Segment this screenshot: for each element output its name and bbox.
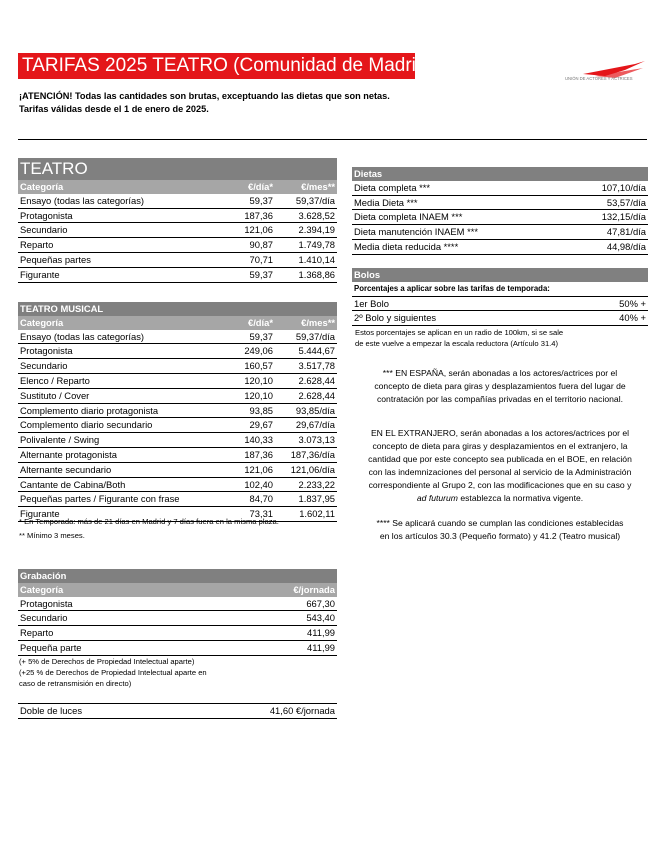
grabacion-cat: Secundario (18, 611, 275, 626)
musical-dia: 29,67 (218, 418, 275, 433)
col-dia: €/día* (218, 180, 275, 194)
musical-dia: 249,06 (218, 344, 275, 359)
extranjero-paragraph (350, 427, 650, 505)
musical-dia: 73,31 (218, 507, 275, 522)
musical-mes: 3.073,13 (275, 433, 337, 448)
bolos-cat: 1er Bolo (352, 296, 562, 311)
reducida-line: **** Se aplicará cuando se cumplan las condiciones establecidas (376, 518, 624, 528)
teatro-dia: 121,06 (218, 223, 275, 238)
teatro-mes: 2.394,19 (275, 223, 337, 238)
musical-dia: 160,57 (218, 359, 275, 374)
extranjero-line-last (350, 492, 650, 505)
dietas-cat: Media dieta reducida **** (352, 239, 562, 254)
musical-cat: Pequeñas partes / Figurante con frase (18, 492, 218, 507)
dietas-val: 107,10/día (562, 181, 648, 195)
teatro-table (18, 158, 337, 283)
grabacion-cat: Pequeña parte (18, 640, 275, 655)
dietas-cat: Dieta completa INAEM *** (352, 210, 562, 225)
musical-mes: 2.628,44 (275, 373, 337, 388)
doble-value: 41,60 €/jornada (174, 704, 337, 719)
teatro-dia: 70,71 (218, 252, 275, 267)
musical-cat: Figurante (18, 507, 218, 522)
bolos-cat: 2º Bolo y siguientes (352, 311, 562, 326)
teatro-row (18, 252, 337, 267)
teatro-row (18, 194, 337, 208)
musical-dia: 187,36 (218, 447, 275, 462)
bolos-table (352, 268, 648, 326)
musical-table (18, 302, 337, 522)
musical-dia: 120,10 (218, 373, 275, 388)
union-actores-logo (565, 58, 647, 84)
bolos-subtitle: Porcentajes a aplicar sobre las tarifas de temporada: (352, 282, 648, 296)
musical-mes: 2.233,22 (275, 477, 337, 492)
musical-mes: 187,36/día (275, 447, 337, 462)
teatro-row (18, 208, 337, 223)
dietas-val: 53,57/día (562, 195, 648, 210)
teatro-row (18, 223, 337, 238)
notice (19, 90, 390, 116)
grabacion-title: Grabación (18, 569, 337, 583)
ad-futurum-text: ad futurum (416, 493, 458, 503)
col-categoria: Categoría (18, 180, 218, 194)
svg-text:UNIÓN DE ACTORES Y ACTRICES: UNIÓN DE ACTORES Y ACTRICES (565, 76, 633, 81)
teatro-mes: 1.749,78 (275, 238, 337, 253)
extranjero-tail: establezca la normativa vigente. (457, 493, 584, 503)
dietas-val: 44,98/día (562, 239, 648, 254)
musical-mes: 2.628,44 (275, 388, 337, 403)
extranjero-line: concepto de dieta para giras y desplazamientos en el extranjero, la (372, 441, 628, 451)
teatro-mes: 1.368,86 (275, 267, 337, 282)
grabacion-note-1: (+ 5% de Derechos de Propiedad Intelectual aparte) (19, 657, 195, 666)
musical-mes: 29,67/día (275, 418, 337, 433)
espana-line: *** EN ESPAÑA, serán abonadas a los actores/actrices por el (382, 368, 618, 378)
teatro-dia: 90,87 (218, 238, 275, 253)
extranjero-line: cantidad que por este concepto sea publicada en el BOE, en relación (368, 454, 632, 464)
grabacion-val: 543,40 (275, 611, 337, 626)
musical-row (18, 418, 337, 433)
espana-paragraph (350, 367, 650, 406)
dietas-table (352, 167, 648, 255)
teatro-title: TEATRO (18, 158, 337, 180)
musical-dia: 93,85 (218, 403, 275, 418)
divider (18, 139, 647, 140)
doble-label: Doble de luces (18, 704, 174, 719)
musical-cat: Complemento diario protagonista (18, 403, 218, 418)
bolos-row (352, 296, 648, 311)
musical-mes: 1.602,11 (275, 507, 337, 522)
musical-mes: 1.837,95 (275, 492, 337, 507)
extranjero-line: EN EL EXTRANJERO, serán abonadas a los actores/actrices por el (370, 428, 630, 438)
musical-row (18, 388, 337, 403)
musical-cat: Polivalente / Swing (18, 433, 218, 448)
reducida-line: en los artículos 30.3 (Pequeño formato) y 41.2 (Teatro musical) (379, 531, 621, 541)
musical-row (18, 359, 337, 374)
musical-dia: 102,40 (218, 477, 275, 492)
teatro-dia: 59,37 (218, 194, 275, 208)
musical-row (18, 344, 337, 359)
col-mes: €/mes** (275, 180, 337, 194)
grabacion-val: 411,99 (275, 640, 337, 655)
dietas-title: Dietas (352, 167, 648, 181)
musical-mes: 93,85/día (275, 403, 337, 418)
grabacion-row (18, 640, 337, 655)
grabacion-cat: Protagonista (18, 597, 275, 611)
teatro-cat: Protagonista (18, 208, 218, 223)
grabacion-note-3: caso de retransmisión en directo) (19, 679, 132, 688)
bolos-note-2: de este vuelve a empezar la escala reductora (Artículo 31.4) (355, 339, 559, 348)
grabacion-note-2: (+25 % de Derechos de Propiedad Intelectual aparte en (19, 668, 207, 677)
page-title: TARIFAS 2025 TEATRO (Comunidad de Madrid) (18, 53, 415, 79)
grabacion-cat: Reparto (18, 626, 275, 641)
dietas-row (352, 239, 648, 254)
teatro-cat: Figurante (18, 267, 218, 282)
musical-cat: Protagonista (18, 344, 218, 359)
bolos-row (352, 311, 648, 326)
espana-line: concepto de dieta para giras y desplazamientos fuera del lugar de (374, 381, 626, 391)
musical-mes: 121,06/día (275, 462, 337, 477)
reducida-paragraph (350, 517, 650, 543)
musical-row (18, 477, 337, 492)
bolos-note-1: Estos porcentajes se aplican en un radio de 100km, si se sale (355, 328, 564, 337)
dietas-row (352, 225, 648, 240)
bolos-val: 50% + (562, 296, 648, 311)
musical-cat: Alternante protagonista (18, 447, 218, 462)
bolos-title: Bolos (352, 268, 648, 282)
dietas-cat: Dieta completa *** (352, 181, 562, 195)
grabacion-table (18, 569, 337, 656)
musical-cat: Elenco / Reparto (18, 373, 218, 388)
teatro-cat: Pequeñas partes (18, 252, 218, 267)
dietas-val: 47,81/día (562, 225, 648, 240)
musical-dia: 59,37 (218, 330, 275, 344)
teatro-mes: 1.410,14 (275, 252, 337, 267)
extranjero-line: con las indemnizaciones del personal al servicio de la Administración (368, 467, 632, 477)
dietas-cat: Media Dieta *** (352, 195, 562, 210)
musical-cat: Ensayo (todas las categorías) (18, 330, 218, 344)
dietas-row (352, 195, 648, 210)
musical-row (18, 403, 337, 418)
musical-row (18, 492, 337, 507)
musical-mes: 3.517,78 (275, 359, 337, 374)
dietas-row (352, 210, 648, 225)
grabacion-row (18, 626, 337, 641)
musical-cat: Complemento diario secundario (18, 418, 218, 433)
musical-title: TEATRO MUSICAL (18, 302, 337, 316)
col-dia: €/día* (218, 316, 275, 330)
dietas-val: 132,15/día (562, 210, 648, 225)
musical-cat: Cantante de Cabina/Both (18, 477, 218, 492)
col-mes: €/mes** (275, 316, 337, 330)
musical-mes: 5.444,67 (275, 344, 337, 359)
grabacion-row (18, 597, 337, 611)
grabacion-val: 667,30 (275, 597, 337, 611)
musical-dia: 121,06 (218, 462, 275, 477)
musical-note-1: * En Temporada: más de 21 días en Madrid y 7 días fuera en la misma plaza. (19, 517, 279, 526)
musical-dia: 120,10 (218, 388, 275, 403)
teatro-cat: Reparto (18, 238, 218, 253)
teatro-mes: 3.628,52 (275, 208, 337, 223)
musical-cat: Alternante secundario (18, 462, 218, 477)
dietas-cat: Dieta manutención INAEM *** (352, 225, 562, 240)
grabacion-val: 411,99 (275, 626, 337, 641)
extranjero-line: correspondiente al Grupo 2, con las modificaciones que en su caso y (368, 480, 632, 490)
musical-row (18, 462, 337, 477)
teatro-mes: 59,37/día (275, 194, 337, 208)
notice-line-2: Tarifas válidas desde el 1 de enero de 2025. (19, 104, 209, 114)
musical-row (18, 373, 337, 388)
teatro-row (18, 267, 337, 282)
teatro-cat: Secundario (18, 223, 218, 238)
teatro-dia: 187,36 (218, 208, 275, 223)
teatro-cat: Ensayo (todas las categorías) (18, 194, 218, 208)
musical-row (18, 433, 337, 448)
musical-dia: 84,70 (218, 492, 275, 507)
teatro-row (18, 238, 337, 253)
col-jornada: €/jornada (275, 583, 337, 597)
doble-luces-table (18, 703, 337, 719)
col-categoria: Categoría (18, 316, 218, 330)
musical-note-2: ** Mínimo 3 meses. (19, 531, 85, 540)
musical-dia: 140,33 (218, 433, 275, 448)
bolos-val: 40% + (562, 311, 648, 326)
musical-cat: Secundario (18, 359, 218, 374)
notice-line-1: ¡ATENCIÓN! Todas las cantidades son brutas, exceptuando las dietas que son netas. (19, 91, 390, 101)
musical-row (18, 447, 337, 462)
musical-cat: Sustituto / Cover (18, 388, 218, 403)
teatro-dia: 59,37 (218, 267, 275, 282)
col-categoria: Categoría (18, 583, 275, 597)
grabacion-row (18, 611, 337, 626)
espana-line: contratación por las compañías privadas en el territorio nacional. (376, 394, 623, 404)
musical-row (18, 330, 337, 344)
musical-mes: 59,37/día (275, 330, 337, 344)
dietas-row (352, 181, 648, 195)
